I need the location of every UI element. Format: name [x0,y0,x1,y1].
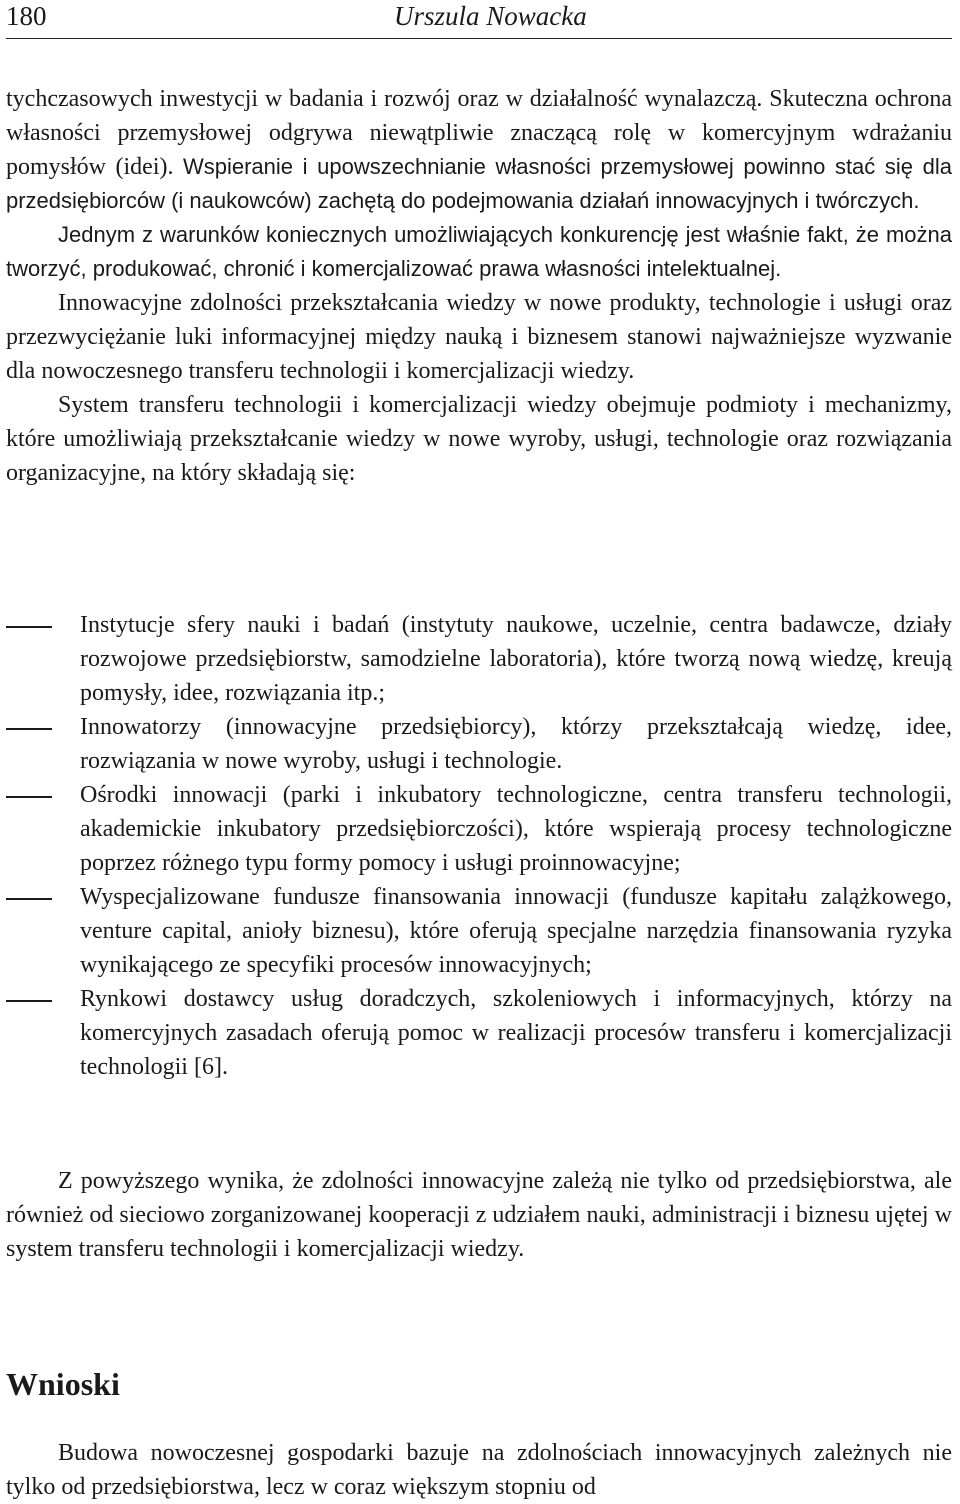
list-item-text: Innowatorzy (innowacyjne przedsiębiorcy), którzy przekształcają wiedzę, idee, rozwiązania w nowe wyroby, usługi i technologie. [80,714,952,774]
paragraph-1-sans-text: Wspieranie i upowszechnianie własności przemysłowej powinno stać się dla przedsiębiorców (i naukowców) zachętą do podejmowania działań innowacyjnych i twórczych. [6,154,952,213]
page-number: 180 [6,1,47,31]
list-item [6,880,952,982]
running-header [6,0,952,39]
list-item [6,710,952,778]
list-item [6,778,952,880]
paragraph-3: Innowacyjne zdolności przekształcania wiedzy w nowe produkty, technologie i usługi oraz przezwyciężanie luki informacyjnej między nauką i biznesem stanowi najważniejsze wyzwanie dla nowoczesnego transferu technologii i komercjalizacji wiedzy. [6,290,952,384]
list-item-text: Rynkowi dostawcy usług doradczych, szkoleniowych i informacyjnych, którzy na komercyjnych zasadach oferują pomoc w realizacji procesów transferu i komercjalizacji technologii [6]. [80,986,952,1080]
conclusion-paragraph: Z powyższego wynika, że zdolności innowacyjne zależą nie tylko od przedsiębiorstwa, ale również od sieciowo zorganizowanej kooperacji z udziałem nauki, administracji i biznesu ujętej w system transferu technologii i komercjalizacji wiedzy. [6,1168,952,1262]
list-item [6,608,952,710]
institution-list [6,608,952,1084]
paragraph-1-serif-text: tychczasowych inwestycji w badania i rozwój oraz w działalność wynalazczą. Skuteczna ochrona własności przemysłowej odgrywa niewątpliwie znaczącą rolę w komercyjnym wdrażaniu pomysłów (idei). [6,86,952,180]
conclusion-paragraph-block [6,1164,952,1266]
section-paragraph: Budowa nowoczesnej gospodarki bazuje na zdolnościach innowacyjnych zależnych nie tylko od przedsiębiorstwa, lecz w coraz większym stopniu od [6,1440,952,1500]
section-heading: Wnioski [6,1366,120,1402]
section-paragraph-block [6,1436,952,1504]
list-item-text: Ośrodki innowacji (parki i inkubatory technologiczne, centra transferu technologii, akademickie inkubatory przedsiębiorczości), które wspierają procesy technologiczne poprzez różnego typu formy pomocy i usługi proinnowacyjne; [80,782,952,876]
page [6,0,952,1500]
list-item-text: Instytucje sfery nauki i badań (instytuty naukowe, uczelnie, centra badawcze, działy rozwojowe przedsiębiorstw, samodzielne laboratoria), które tworzą nową wiedzę, kreują pomysły, idee, rozwiązania itp.; [80,612,952,706]
paragraph-4: System transferu technologii i komercjalizacji wiedzy obejmuje podmioty i mechanizmy, które umożliwiają przekształcanie wiedzy w nowe wyroby, usługi, technologie oraz rozwiązania organizacyjne, na który składają się: [6,392,952,486]
list-item-text: Wyspecjalizowane fundusze finansowania innowacji (fundusze kapitału zalążkowego, venture capital, anioły biznesu), które oferują specjalne narzędzia finansowania ryzyka wynikającego ze specyfiki procesów innowacyjnych; [80,884,952,978]
paragraph-2: Jednym z warunków koniecznych umożliwiających konkurencję jest właśnie fakt, że można tworzyć, produkować, chronić i komercjalizować prawa własności intelektualnej. [6,222,952,281]
running-author: Urszula Nowacka [394,1,587,31]
list-item [6,982,952,1084]
body-text-block [6,82,952,490]
paragraph-1 [6,82,952,218]
